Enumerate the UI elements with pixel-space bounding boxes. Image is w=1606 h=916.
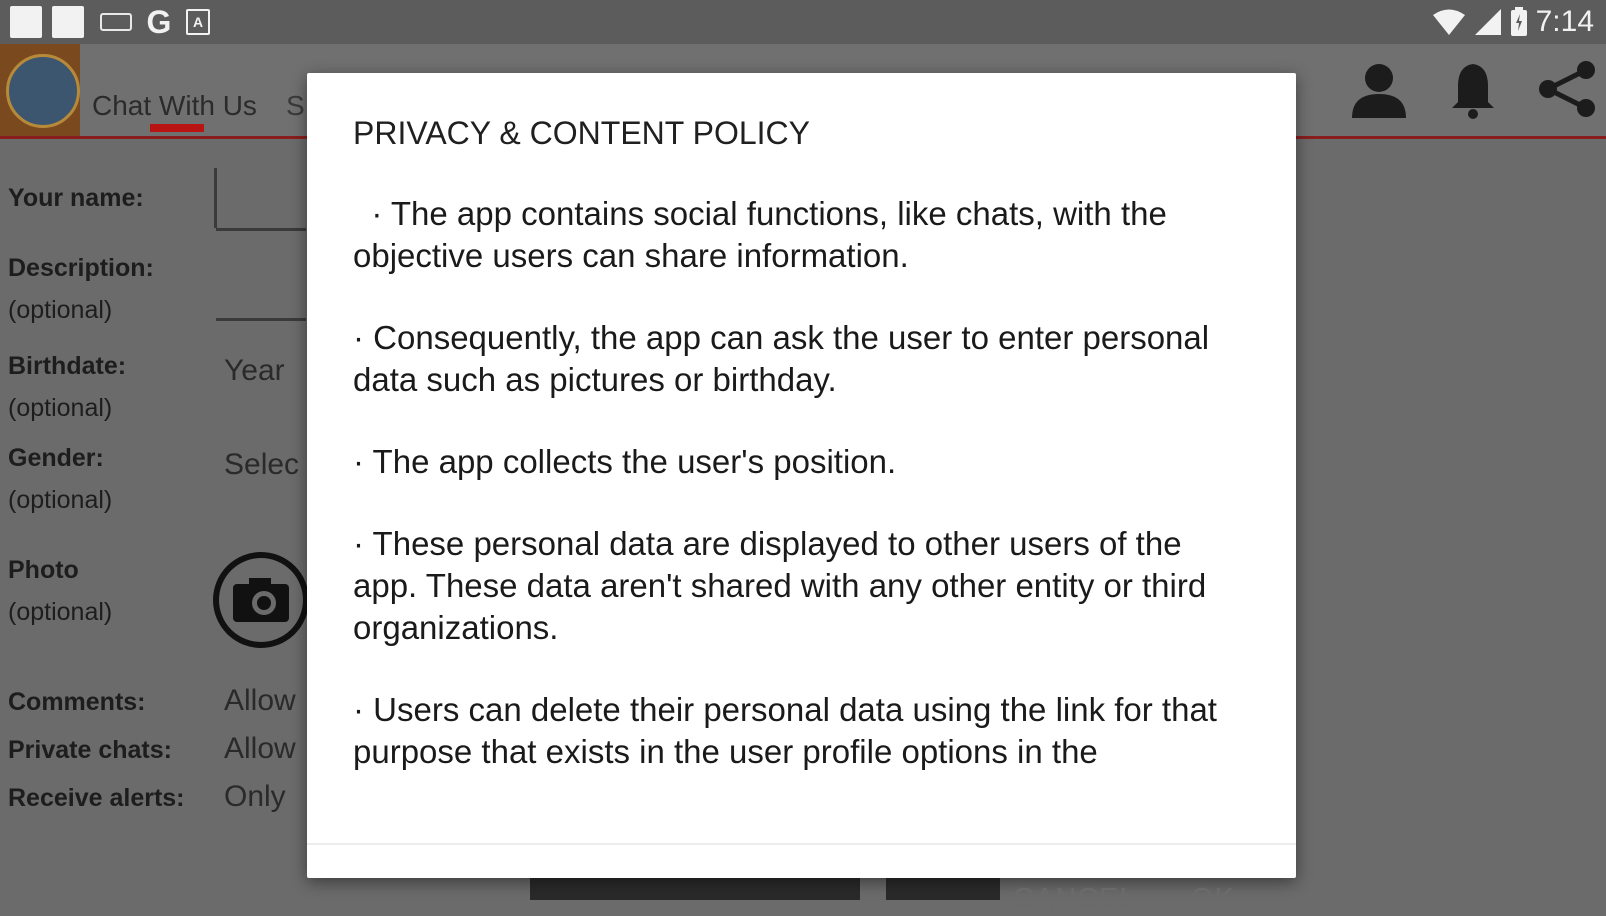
gender-label: Gender: xyxy=(8,444,104,472)
notification-square-icon xyxy=(10,6,42,38)
google-icon: G xyxy=(146,4,172,40)
share-icon[interactable] xyxy=(1536,58,1598,120)
privacy-policy-dialog xyxy=(307,73,1296,915)
keyboard-icon xyxy=(100,13,132,31)
profile-icon[interactable] xyxy=(1348,58,1410,120)
policy-paragraph: · The app collects the user's position. xyxy=(353,443,897,480)
description-optional: (optional) xyxy=(8,296,113,324)
name-field-edge xyxy=(214,168,217,228)
dialog-title: PRIVACY & CONTENT POLICY xyxy=(353,115,810,151)
photo-optional: (optional) xyxy=(8,598,113,626)
ok-button[interactable]: OK xyxy=(1191,883,1235,915)
notification-square-icon xyxy=(52,6,84,38)
policy-paragraph: · The app contains social functions, like chats, with the objective users can share information. xyxy=(353,195,1167,274)
private-chats-select[interactable]: Allow xyxy=(224,732,296,765)
camera-button[interactable] xyxy=(213,552,309,648)
receive-alerts-select[interactable]: Only xyxy=(224,780,286,813)
status-time: 7:14 xyxy=(1535,5,1594,38)
gender-select[interactable]: Selec xyxy=(224,448,300,481)
policy-paragraph: · Consequently, the app can ask the user to enter personal data such as pictures or birthday. xyxy=(353,319,1210,398)
cancel-button[interactable]: CANCEL xyxy=(1013,883,1137,915)
name-label: Your name: xyxy=(8,184,144,212)
logo-emblem-icon xyxy=(6,54,80,128)
status-bar xyxy=(0,0,1606,44)
dialog-divider xyxy=(307,843,1296,845)
comments-label: Comments: xyxy=(8,688,146,716)
status-bar-notifications xyxy=(10,6,210,38)
name-field[interactable] xyxy=(216,228,306,231)
bell-icon[interactable] xyxy=(1442,58,1504,120)
birthdate-optional: (optional) xyxy=(8,394,113,422)
tab-next-partial[interactable]: S xyxy=(286,90,305,121)
dialog-body[interactable] xyxy=(353,193,1253,843)
description-label: Description: xyxy=(8,254,154,282)
bottom-button-left[interactable] xyxy=(530,878,860,900)
description-field[interactable] xyxy=(216,318,306,321)
policy-paragraph: · These personal data are displayed to other users of the app. These data aren't shared with any other entity or third organizations. xyxy=(353,525,1207,646)
bottom-button-right[interactable] xyxy=(886,878,1000,900)
receive-alerts-label: Receive alerts: xyxy=(8,784,185,812)
wifi-icon xyxy=(1432,8,1466,36)
signal-icon xyxy=(1474,8,1502,36)
gender-optional: (optional) xyxy=(8,486,113,514)
tab-chat-with-us[interactable]: Chat With Us xyxy=(92,90,257,121)
camera-icon xyxy=(219,558,303,642)
private-chats-label: Private chats: xyxy=(8,736,172,764)
battery-icon xyxy=(1510,7,1528,37)
photo-label: Photo xyxy=(8,556,79,584)
birthdate-year-select[interactable]: Year xyxy=(224,354,285,387)
app-logo[interactable] xyxy=(0,44,80,136)
status-bar-system xyxy=(1432,4,1594,40)
comments-select[interactable]: Allow xyxy=(224,684,296,717)
a-icon: A xyxy=(186,9,210,35)
active-tab-indicator xyxy=(150,124,204,132)
birthdate-label: Birthdate: xyxy=(8,352,127,380)
toolbar-actions xyxy=(1348,58,1598,120)
policy-paragraph: · Users can delete their personal data using the link for that purpose that exists in the user profile options in the xyxy=(353,691,1217,770)
